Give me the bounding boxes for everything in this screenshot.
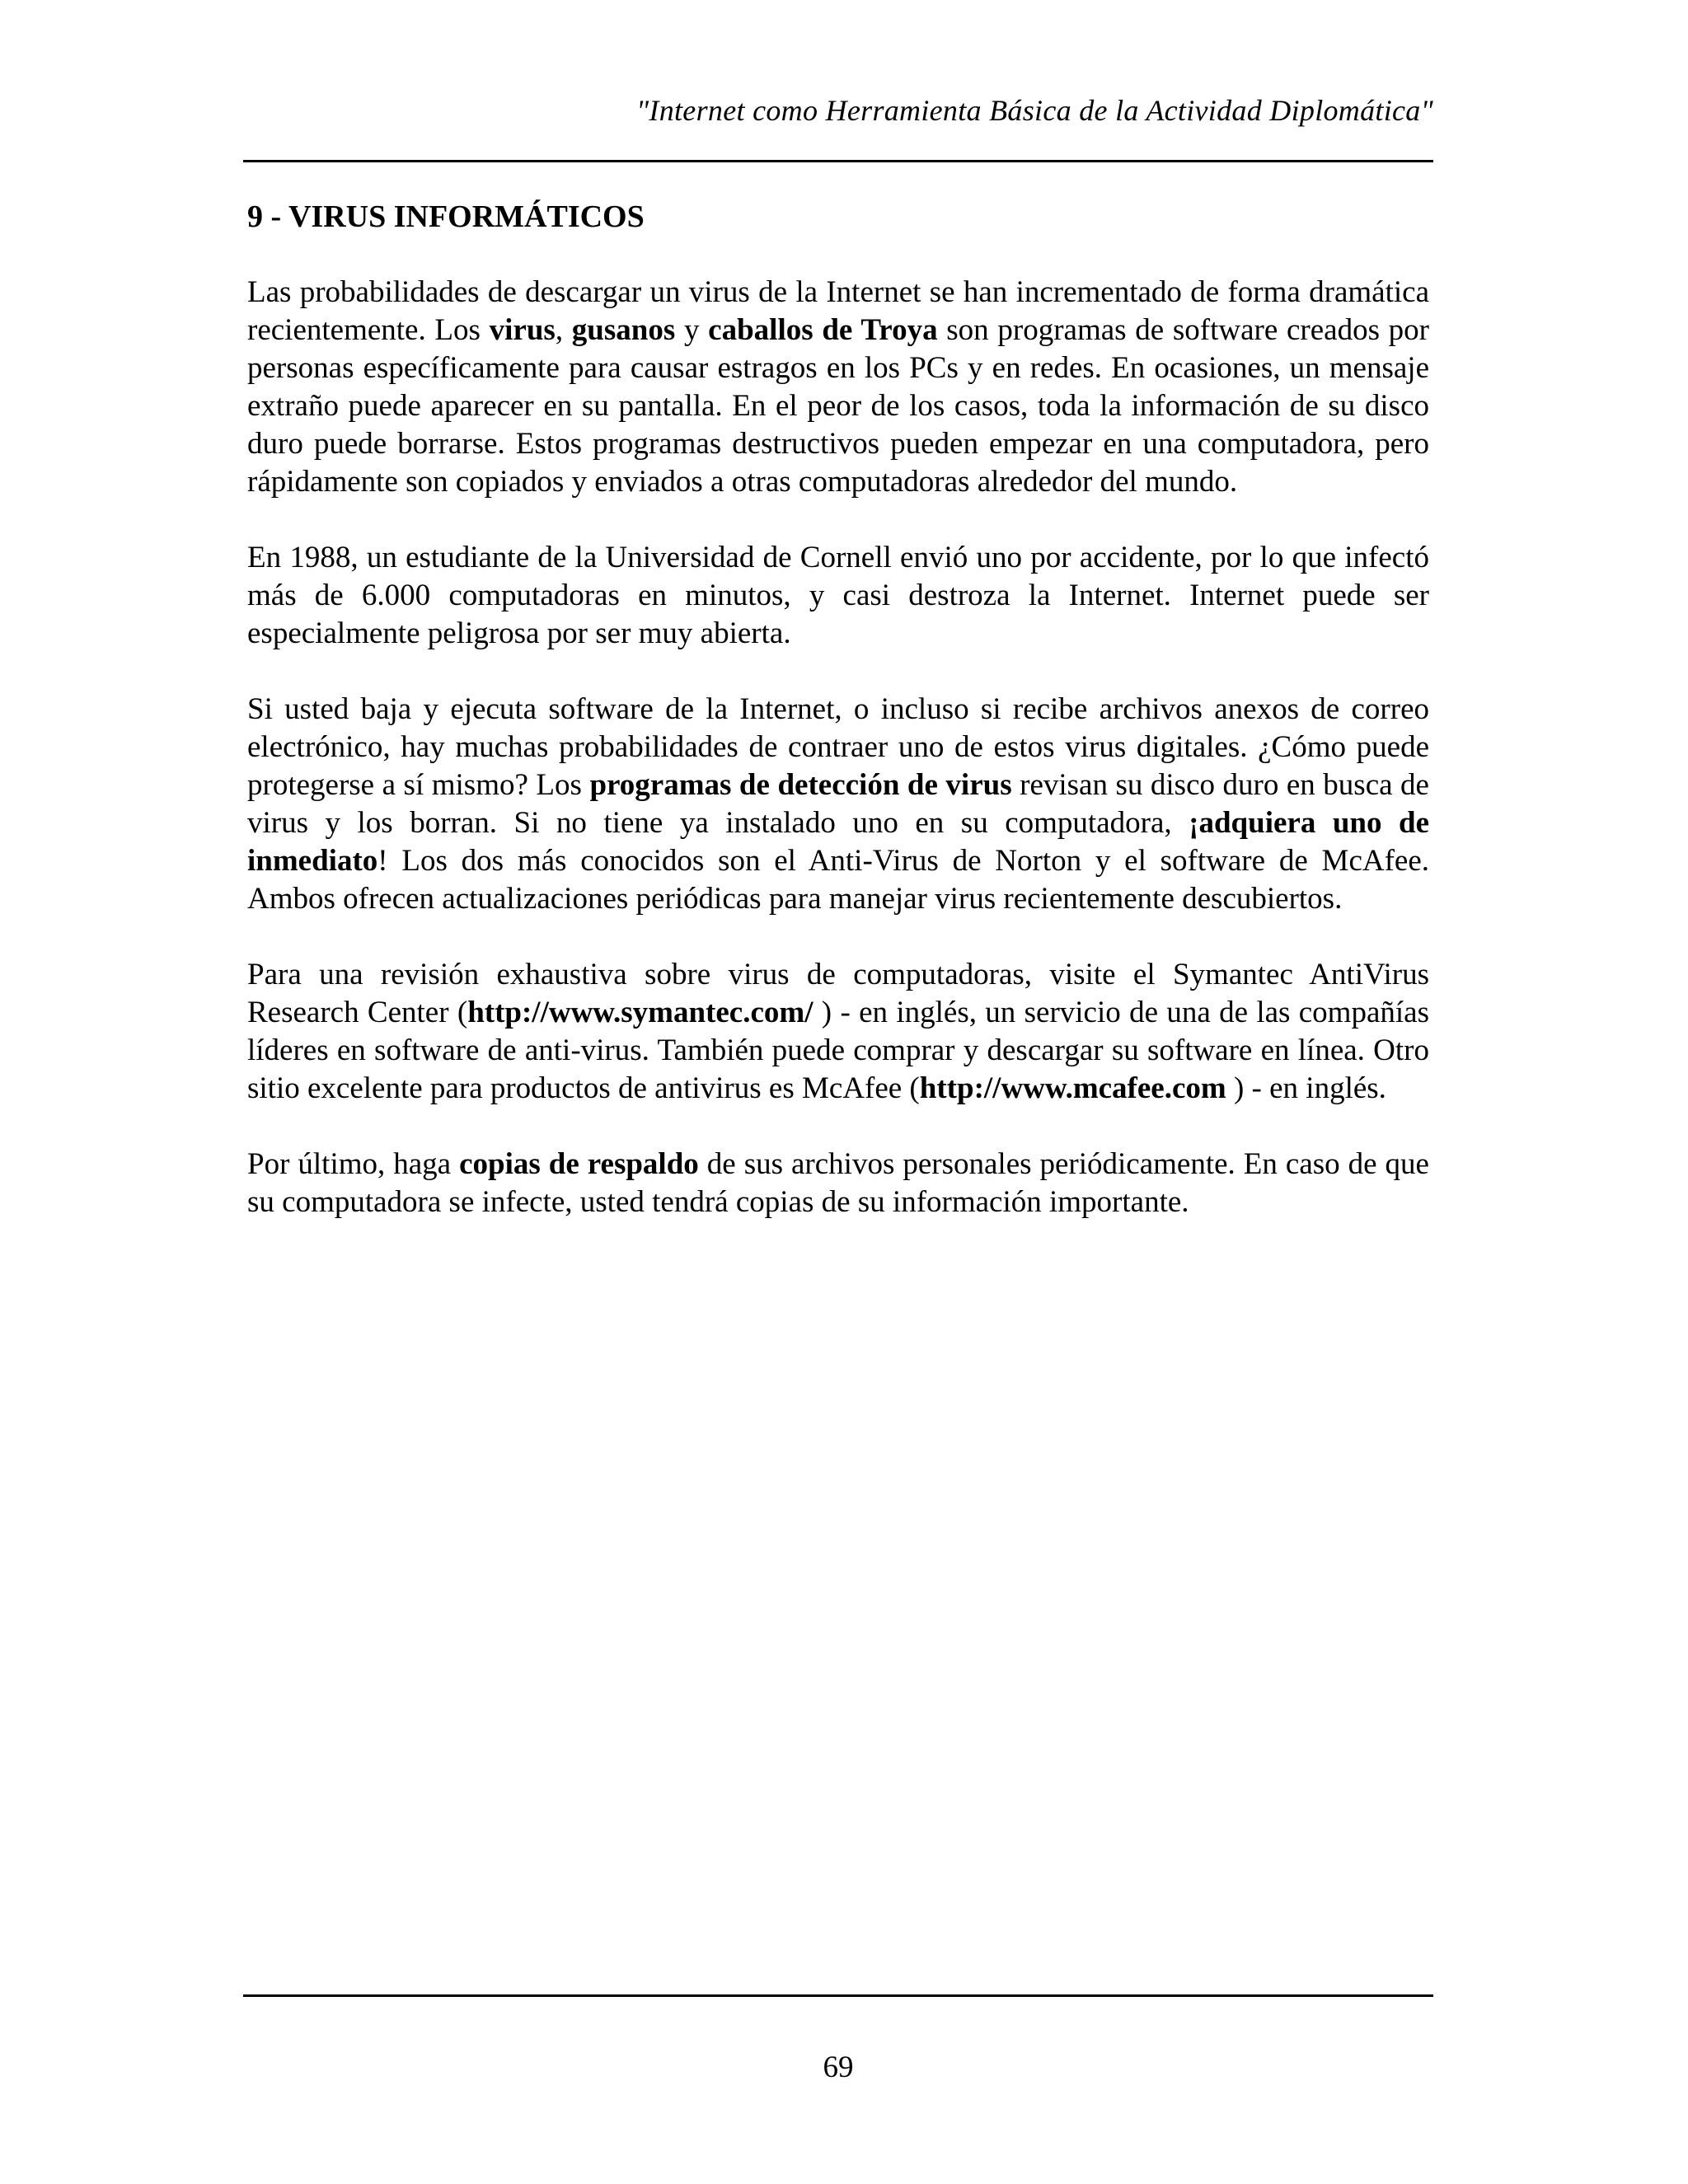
body-paragraph — [247, 691, 1429, 918]
text-run: ! Los dos más conocidos son el Anti-Virus de Norton y el software de McAfee. Ambos ofrecen actualizaciones periódicas para manejar virus recientemente descubiertos. — [247, 844, 1429, 916]
bold-text: virus — [489, 313, 556, 347]
bold-text: gusanos — [571, 313, 676, 347]
bold-text: ¡adquiera uno de inmediato — [247, 806, 1429, 878]
text-run: de sus archivos personales periódicamente. En caso de que su computadora se infecte, usted tendrá copias de su información importante. — [247, 1147, 1429, 1219]
text-run: y — [675, 313, 709, 347]
text-run: En 1988, un estudiante de la Universidad de Cornell envió uno por accidente, por lo que infectó más de 6.000 computadoras en minutos, y casi destroza la Internet. Internet puede ser especialmente peligrosa por ser muy abierta. — [247, 541, 1429, 650]
running-header: "Internet como Herramienta Básica de la Actividad Diplomática" — [636, 94, 1433, 127]
bold-text: http://www.mcafee.com — [919, 1071, 1226, 1105]
paragraph-list — [247, 274, 1429, 1221]
text-run: Si usted baja y ejecuta software de la Internet, o incluso si recibe archivos anexos de correo electrónico, hay muchas probabilidades de contraer uno de estos virus digitales. ¿Cómo puede protegerse a sí mismo? Los — [247, 692, 1429, 802]
bold-text: caballos de Troya — [708, 313, 938, 347]
text-run: ) - en inglés, un servicio de una de las compañías líderes en software de anti-virus. También puede comprar y descargar su software en línea. Otro sitio excelente para productos de antivirus es McAfee ( — [247, 996, 1429, 1105]
bold-text: http://www.symantec.com/ — [467, 996, 814, 1029]
body-paragraph — [247, 274, 1429, 501]
footer-rule — [243, 1994, 1433, 1997]
header-rule — [243, 160, 1433, 162]
page-body — [247, 196, 1429, 1259]
text-run: Las probabilidades de descargar un virus de la Internet se han incrementado de forma dramática recientemente. Los — [247, 275, 1429, 347]
bold-text: programas de detección de virus — [589, 768, 1012, 802]
text-run: revisan su disco duro en busca de virus y los borran. Si no tiene ya instalado uno en su computadora, — [247, 768, 1429, 840]
body-paragraph — [247, 539, 1429, 653]
text-run: ) - en inglés. — [1226, 1071, 1386, 1105]
text-run: , — [555, 313, 572, 347]
bold-text: copias de respaldo — [459, 1147, 699, 1181]
text-run: son programas de software creados por personas específicamente para causar estragos en los PCs y en redes. En ocasiones, un mensaje extraño puede aparecer en su pantalla. En el peor de los casos, toda la información de su disco duro puede borrarse. Estos programas destructivos pueden empezar en una computadora, pero rápidamente son copiados y enviados a otras computadoras alrededor del mundo. — [247, 313, 1430, 499]
text-run: Por último, haga — [247, 1147, 460, 1181]
section-title: 9 - VIRUS INFORMÁTICOS — [247, 199, 645, 234]
body-paragraph — [247, 956, 1429, 1108]
text-run: Para una revisión exhaustiva sobre virus de computadoras, visite el Symantec AntiVirus Research Center ( — [247, 958, 1429, 1029]
page-number: 69 — [823, 2050, 854, 2084]
body-paragraph — [247, 1146, 1429, 1221]
